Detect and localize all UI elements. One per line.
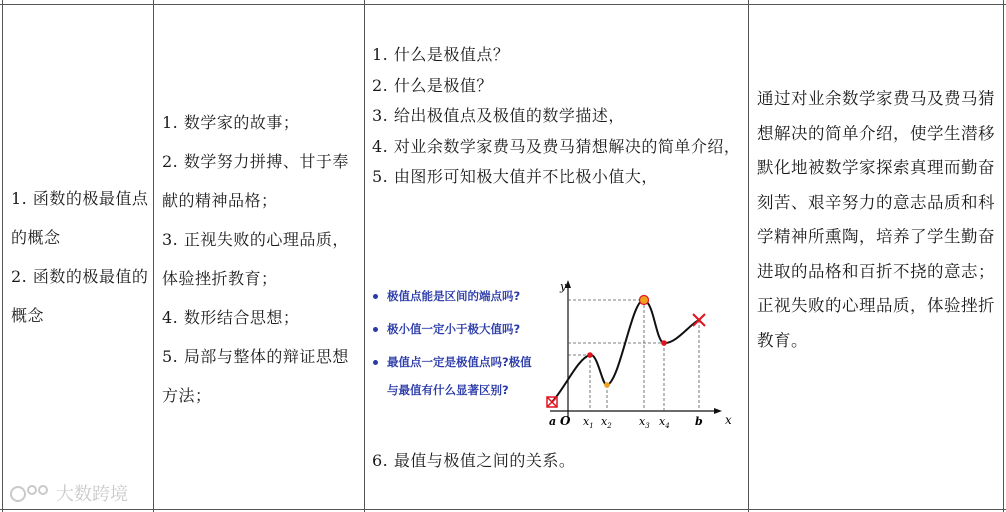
watermark-logo-icon [8,482,50,504]
min-point-x2 [604,382,610,388]
column-divider-3 [748,0,749,512]
table-right-border [1003,0,1004,512]
moral-education-cell [162,103,358,415]
label-b: b [695,415,703,428]
table-bottom-border [0,509,1006,510]
watermark [8,480,128,506]
x-axis-arrow-icon [714,408,722,414]
label-x: x [725,413,732,427]
question-4: 与最值有什么显著区别? [387,383,509,397]
function-curve [552,300,699,402]
table-left-border [2,0,3,512]
watermark-text: 大数跨境 [56,484,128,505]
content-item-6: 6. 最值与极值之间的关系。 [372,451,576,470]
min-point-x4 [661,340,667,346]
extremum-graph [540,278,740,430]
content-item-2: 2. 什么是极值？ [372,75,493,95]
endpoint-b-cross-icon [693,314,705,326]
label-origin: O [560,414,571,428]
knowledge-points-cell [11,179,149,335]
question-1: 极值点能是区间的端点吗? [373,288,520,304]
column-divider-2 [364,0,365,512]
label-x2: $x_2$ [601,415,612,430]
question-3: 最值点一定是极值点吗?极值 [373,354,532,370]
moral-item-1: 1. 数学家的故事； [162,113,300,132]
content-item-1: 1. 什么是极值点？ [372,45,510,64]
content-item-3: 3. 给出极值点及极值的数学描述， [372,106,625,125]
teaching-content-cell [372,40,742,193]
moral-item-4: 4. 数形结合思想； [162,308,300,327]
content-item-5: 5. 由图形可知极大值并不比极小值大， [372,167,658,186]
moral-item-3: 3. 正视失败的心理品质，体验挫折教育； [162,230,349,288]
table-top-border [0,4,1006,5]
content-item-4: 4. 对业余数学家费马及费马猜想解决的简单介绍， [372,136,741,156]
max-point-x1 [587,352,593,358]
label-x4: $x_4$ [659,415,670,430]
knowledge-item-1: 1. 函数的极最值点的概念 [11,189,149,247]
question-2: 极小值一定小于极大值吗? [373,321,520,337]
column-divider-1 [153,0,154,512]
label-y: y [560,280,567,293]
label-a: a [549,415,557,428]
moral-item-5: 5. 局部与整体的辩证思想方法； [162,347,349,405]
bullet-dot-icon [373,360,378,365]
education-goal-cell: 通过对业余数学家费马及费马猜想解决的简单介绍，使学生潜移默化地被数学家探索真理而勤奋刻苦、艰辛努力的意志品质和科学精神所熏陶，培养了学生勤奋进取的品格和百折不挠的意志；正视失败的心理品质，体验挫折教育。 [757,89,995,350]
endpoint-a-cross-icon [547,397,557,407]
max-point-x3 [640,296,649,305]
moral-item-2: 2. 数学努力拼搏、甘于奉献的精神品格； [162,152,349,210]
label-x1: $x_1$ [583,415,594,430]
label-x3: $x_3$ [639,415,650,430]
knowledge-item-2: 2. 函数的极最值的概念 [11,267,149,325]
bullet-dot-icon [373,327,378,332]
bullet-dot-icon [373,294,378,299]
